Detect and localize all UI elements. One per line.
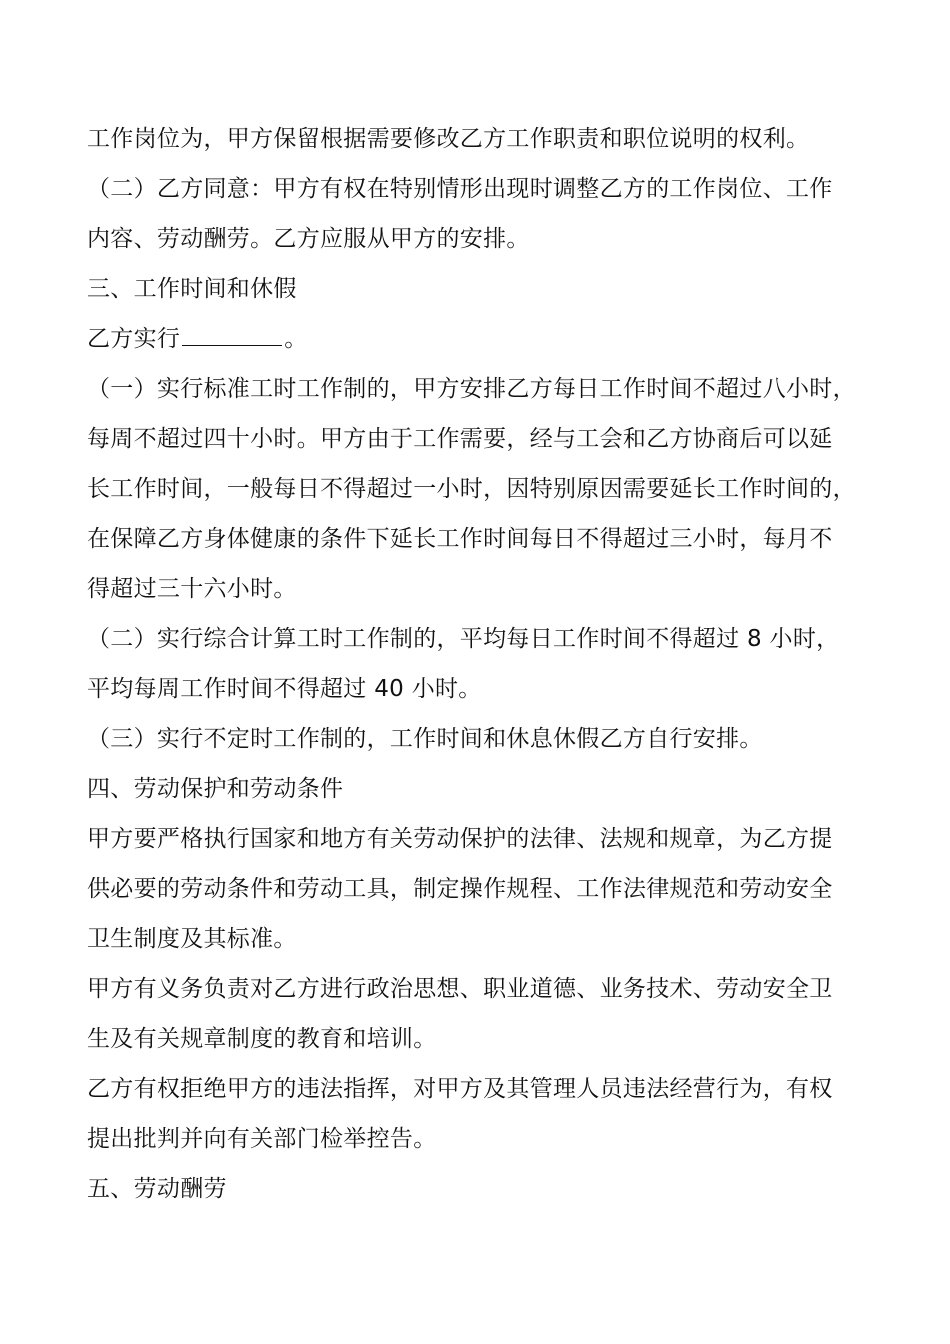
- paragraph-comprehensive-hours: [87, 614, 864, 714]
- text-line: （三）实行不定时工作制的，工作时间和休息休假乙方自行安排。: [87, 726, 763, 752]
- fill-in-blank: [182, 344, 282, 346]
- heading-text: 五、劳动酬劳: [87, 1176, 227, 1202]
- text-suffix: 。: [284, 326, 308, 352]
- text-line: 乙方有权拒绝甲方的违法指挥，对甲方及其管理人员违法经营行为，有权: [87, 1076, 833, 1102]
- text-line: 卫生制度及其标准。: [87, 926, 297, 952]
- heading-text: 四、劳动保护和劳动条件: [87, 776, 344, 802]
- paragraph-work-system: [87, 314, 864, 364]
- text-line: 每周不超过四十小时。甲方由于工作需要，经与工会和乙方协商后可以延: [87, 426, 833, 452]
- section-heading-remuneration: [87, 1164, 864, 1214]
- text-line: 供必要的劳动条件和劳动工具，制定操作规程、工作法律规范和劳动安全: [87, 876, 833, 902]
- paragraph-refusal-rights: [87, 1064, 864, 1164]
- paragraph-protection-duties: [87, 814, 864, 964]
- text-line: [87, 314, 864, 364]
- text-line: 内容、劳动酬劳。乙方应服从甲方的安排。: [87, 226, 530, 252]
- text-line: 平均每周工作时间不得超过 40 小时。: [87, 676, 482, 702]
- paragraph-adjustment-consent: [87, 164, 864, 264]
- text-line: 在保障乙方身体健康的条件下延长工作时间每日不得超过三小时，每月不: [87, 526, 833, 552]
- text-line: 甲方要严格执行国家和地方有关劳动保护的法律、法规和规章，为乙方提: [87, 826, 833, 852]
- paragraph-standard-hours: [87, 364, 864, 614]
- text-line: 得超过三十六小时。: [87, 576, 297, 602]
- section-heading-labor-protection: [87, 764, 864, 814]
- paragraph-job-position: [87, 114, 864, 164]
- paragraph-training-duties: [87, 964, 864, 1064]
- text-line: 提出批判并向有关部门检举控告。: [87, 1126, 437, 1152]
- text-line: 生及有关规章制度的教育和培训。: [87, 1026, 437, 1052]
- text-line: （一）实行标准工时工作制的，甲方安排乙方每日工作时间不超过八小时，: [87, 376, 856, 402]
- text-line: 工作岗位为，甲方保留根据需要修改乙方工作职责和职位说明的权利。: [87, 126, 810, 152]
- paragraph-flexible-hours: [87, 714, 864, 764]
- text-line: （二）乙方同意：甲方有权在特别情形出现时调整乙方的工作岗位、工作: [87, 176, 833, 202]
- section-heading-working-hours: [87, 264, 864, 314]
- text-prefix: 乙方实行: [87, 326, 181, 352]
- text-line: （二）实行综合计算工时工作制的，平均每日工作时间不得超过 8 小时，: [87, 626, 840, 652]
- text-line: 甲方有义务负责对乙方进行政治思想、职业道德、业务技术、劳动安全卫: [87, 976, 833, 1002]
- text-line: 长工作时间，一般每日不得超过一小时，因特别原因需要延长工作时间的，: [87, 476, 856, 502]
- heading-text: 三、工作时间和休假: [87, 276, 297, 302]
